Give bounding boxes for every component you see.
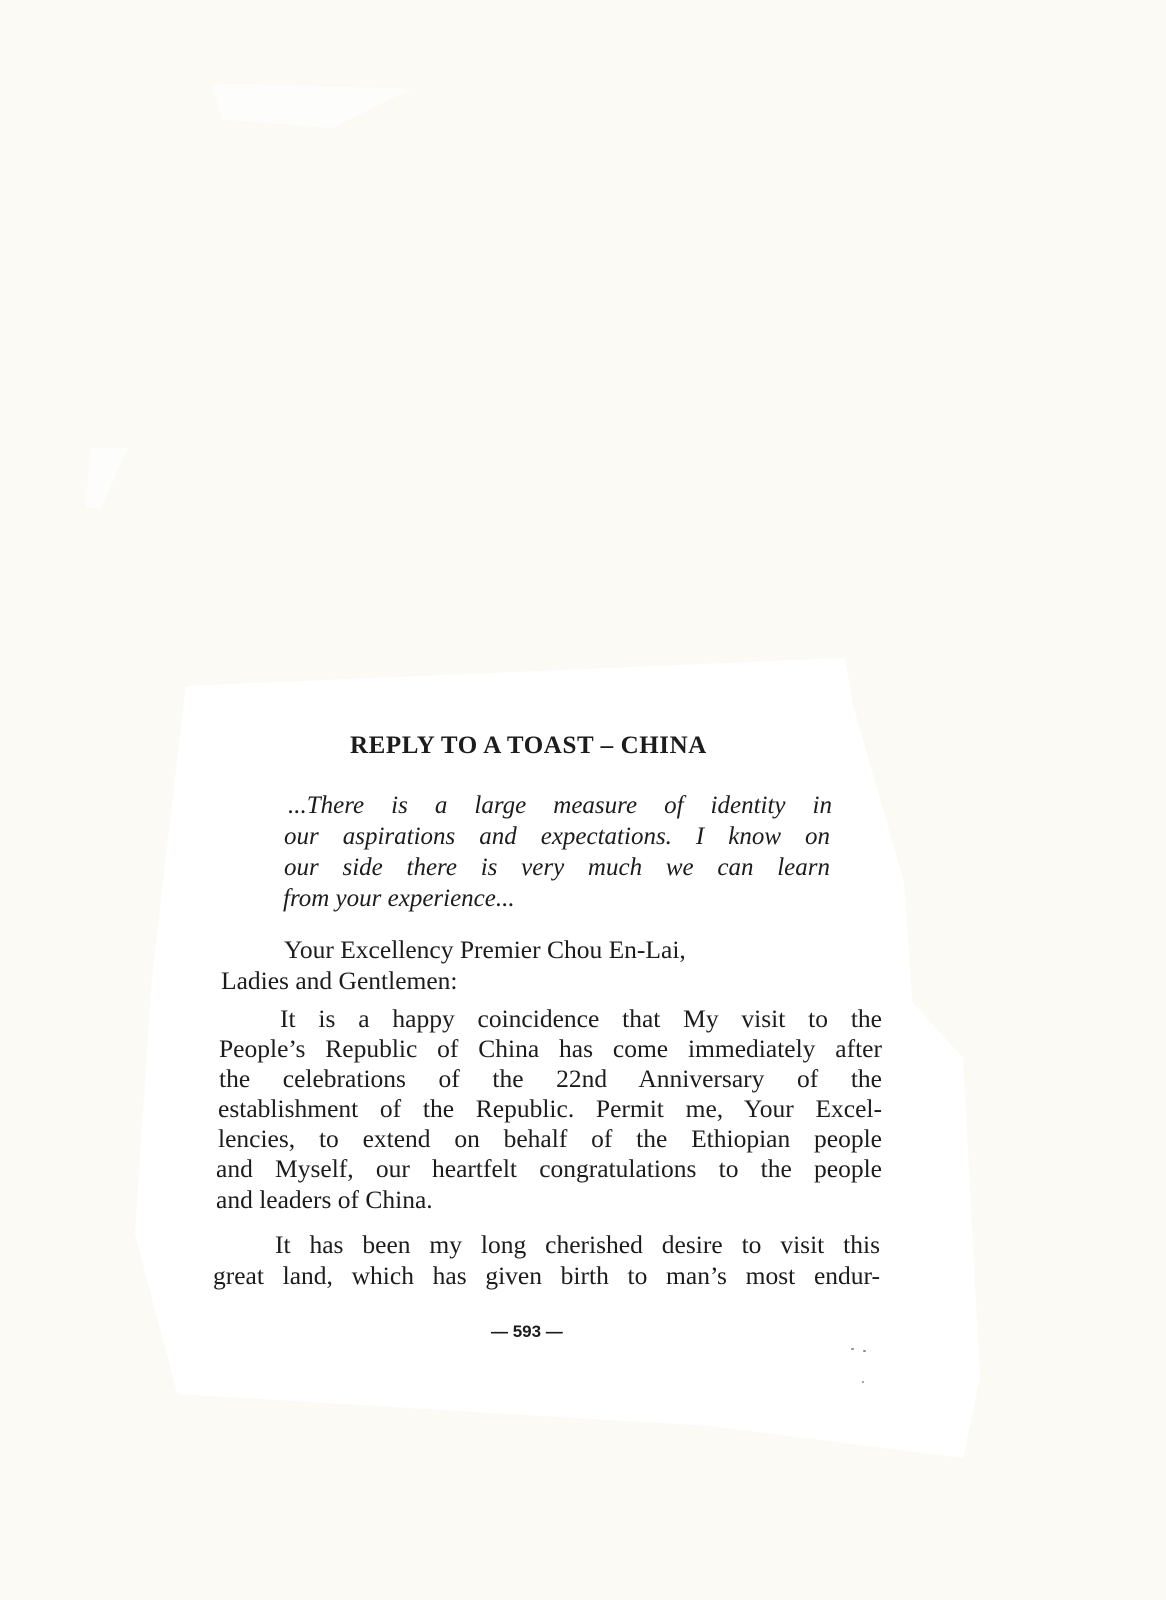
paragraph-line: lencies, to extend on behalf of the Ethiopian people [218,1124,882,1153]
scan-speck [851,1348,854,1350]
salutation-line: Ladies and Gentlemen: [221,966,458,995]
document-title: REPLY TO A TOAST – CHINA [350,732,707,759]
paragraph-line: and leaders of China. [216,1185,433,1214]
paragraph-line: People’s Republic of China has come immediately after [219,1034,882,1063]
scan-speck [863,1350,866,1352]
salutation-line: Your Excellency Premier Chou En-Lai, [284,935,686,964]
paragraph-line: It is a happy coincidence that My visit to the [280,1004,882,1033]
paragraph-line: great land, which has given birth to man’s most endur- [213,1261,880,1290]
paragraph-line: establishment of the Republic. Permit me, Your Excel- [218,1094,882,1123]
paragraph-line: and Myself, our heartfelt congratulations to the people [216,1154,882,1183]
epigraph-line: our side there is very much we can learn [284,854,830,881]
epigraph-line: from your experience... [283,885,515,912]
scan-speck [862,1381,864,1383]
epigraph-line: ...There is a large measure of identity in [288,792,832,819]
paragraph-line: the celebrations of the 22nd Anniversary of the [219,1064,882,1093]
page-number: — 593 — [491,1322,563,1341]
epigraph-line: our aspirations and expectations. I know on [284,823,830,850]
paragraph-line: It has been my long cherished desire to visit this [275,1230,880,1259]
